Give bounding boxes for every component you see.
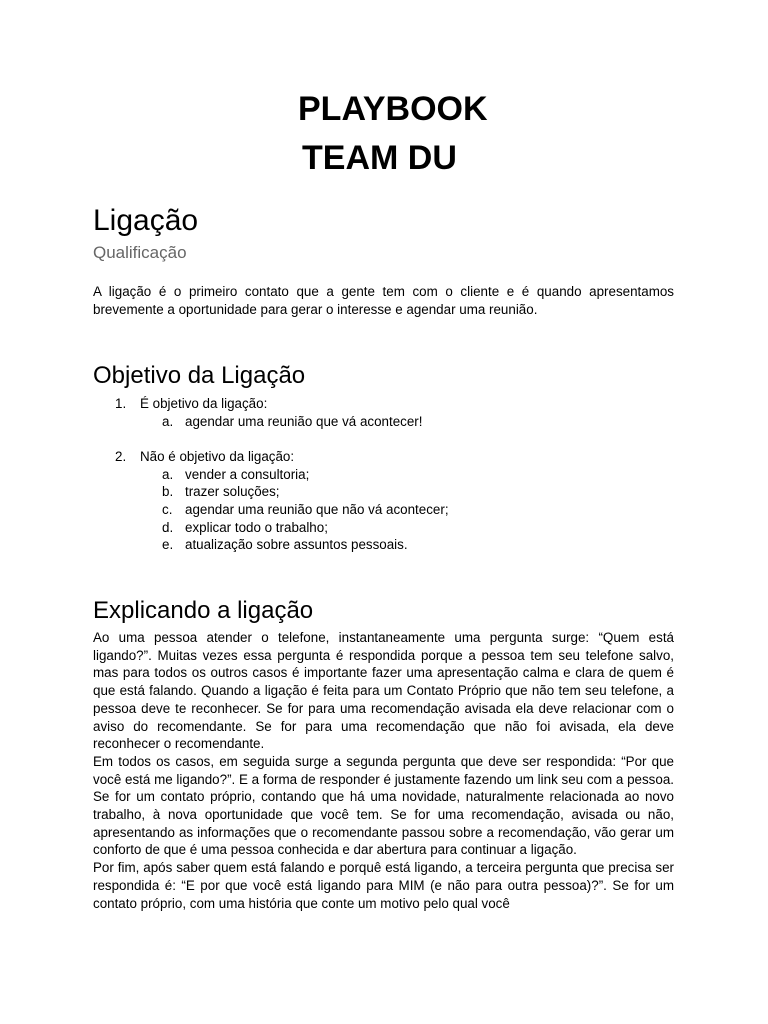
objetivo-heading: Objetivo da Ligação — [93, 362, 306, 389]
section-title: Ligação — [93, 204, 199, 237]
sub-list-item — [93, 413, 674, 431]
explicando-heading: Explicando a ligação — [93, 597, 314, 624]
objetivo-list-item-2 — [93, 448, 674, 554]
sub-list-letter: c. — [162, 502, 173, 518]
document-title-line-2: TEAM DU — [302, 139, 457, 177]
list-item-label: É objetivo da ligação: — [140, 396, 268, 411]
body-paragraph-3: Por fim, após saber quem está falando e porquê está ligando, a terceira pergunta que precisa ser respondida é: “E por que você está ligando para MIM (e não para outra pessoa)?”. Se for um contato próprio, com uma história que conte um motivo pelo qual você — [93, 860, 674, 911]
list-number: 1. — [115, 396, 127, 411]
body-paragraph-2: Em todos os casos, em seguida surge a segunda pergunta que deve ser respondida: “Por que você está me ligando?”. E a forma de responder é justamente fazendo um link seu com a pessoa. Se for um contato próprio, contando que há uma novidade, naturalmente relacionada ao novo trabalho, à nova oportunidade que você tem. Se for uma recomendação, avisada ou não, apresentando as informações que o recomendante passou sobre a recomendação, vão gerar um conforto de que é uma pessoa conhecida e dar abertura para continuar a ligação. — [93, 753, 674, 858]
list-item-label: Não é objetivo da ligação: — [140, 449, 295, 464]
document-title-line-1: PLAYBOOK — [298, 90, 488, 128]
sub-list-text: explicar todo o trabalho; — [185, 519, 328, 535]
sub-list-letter: d. — [162, 519, 174, 535]
body-paragraph-1: Ao uma pessoa atender o telefone, instantaneamente uma pergunta surge: “Quem está ligando?”. Muitas vezes essa pergunta é respondida porque a pessoa tem seu telefone salvo, mas para todos os outros casos é importante fazer uma apresentação calma e clara de quem é que está falando. Quando a ligação é feita para um Contato Próprio que não tem seu telefone, a pessoa deve te reconhecer. Se for para uma recomendação avisada ela deve relacionar com o aviso do recomendante. Se for para uma recomendação que não foi avisada, ela deve reconhecer o recomendante. — [93, 630, 674, 752]
sub-list-text: atualização sobre assuntos pessoais. — [185, 537, 408, 553]
sub-list-text: agendar uma reunião que não vá acontecer; — [185, 502, 449, 518]
sub-list-item — [93, 501, 674, 519]
section-subtitle: Qualificação — [93, 243, 187, 262]
list-number: 2. — [115, 449, 127, 464]
sub-list-text: trazer soluções; — [185, 484, 280, 500]
sub-list-letter: a. — [162, 466, 174, 482]
sub-list-item — [93, 519, 674, 537]
sub-list-text: vender a consultoria; — [185, 466, 310, 482]
objetivo-list-item-1 — [93, 395, 674, 430]
intro-paragraph: A ligação é o primeiro contato que a gente tem com o cliente e é quando apresentamos brevemente a oportunidade para gerar o interesse e agendar uma reunião. — [93, 284, 674, 317]
sub-list-text: agendar uma reunião que vá acontecer! — [185, 413, 423, 429]
sub-list-item — [93, 536, 674, 554]
list-item — [93, 395, 674, 413]
sub-list-letter: b. — [162, 484, 174, 500]
sub-list-item — [93, 483, 674, 501]
sub-list-item — [93, 466, 674, 484]
list-item — [93, 448, 674, 466]
sub-list-letter: a. — [162, 413, 174, 429]
explicando-body — [93, 629, 674, 912]
sub-list-letter: e. — [162, 537, 174, 553]
